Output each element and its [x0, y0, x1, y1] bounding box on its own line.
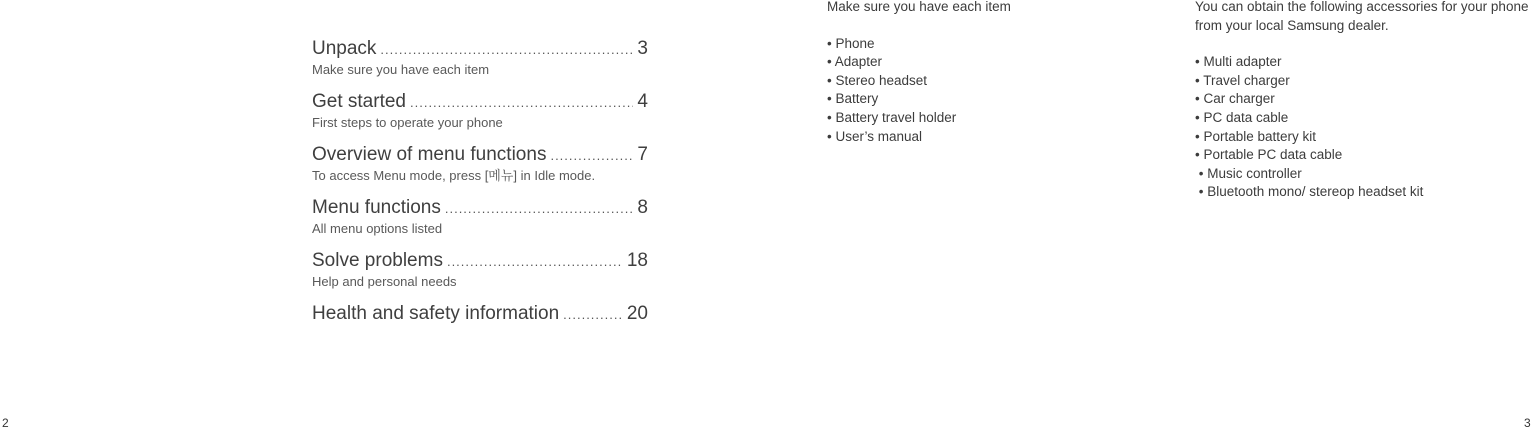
- toc-leader-dots: [445, 198, 634, 220]
- table-of-contents: [312, 38, 648, 339]
- list-item: • Battery: [827, 91, 879, 107]
- package-contents-column: [827, 0, 1157, 146]
- list-item: • Portable battery kit: [1195, 128, 1317, 144]
- toc-title: Menu functions: [312, 197, 441, 218]
- toc-subtitle: Make sure you have each item: [312, 62, 490, 77]
- toc-entry-get-started[interactable]: [312, 91, 648, 131]
- accessories-list: [1195, 53, 1534, 202]
- toc-leader-dots: [550, 145, 633, 167]
- toc-title: Solve problems: [312, 250, 443, 271]
- page-number-left: 2: [2, 416, 9, 430]
- toc-leader-dots: [563, 304, 623, 326]
- toc-leader-dots: [380, 39, 633, 61]
- toc-title: Health and safety information: [312, 303, 560, 324]
- toc-subtitle: First steps to operate your phone: [312, 115, 503, 130]
- list-item: • Music controller: [1195, 165, 1302, 181]
- toc-leader-dots: [447, 251, 623, 273]
- package-contents-intro: Make sure you have each item: [827, 0, 1011, 14]
- list-item: • Battery travel holder: [827, 109, 957, 125]
- toc-leader-dots: [410, 92, 633, 114]
- toc-entry-health-safety[interactable]: [312, 303, 648, 326]
- toc-entry-menu-functions[interactable]: [312, 197, 648, 237]
- list-item: • PC data cable: [1195, 109, 1289, 125]
- toc-subtitle: All menu options listed: [312, 221, 443, 236]
- list-item: • Stereo headset: [827, 72, 928, 88]
- list-item: • Phone: [827, 35, 875, 51]
- accessories-column: [1195, 0, 1534, 202]
- toc-page-number: 7: [637, 144, 648, 165]
- toc-page-number: 4: [637, 91, 648, 112]
- toc-page-number: 3: [637, 38, 648, 59]
- package-contents-list: [827, 35, 1157, 147]
- page-number-right: 3: [1524, 416, 1531, 430]
- toc-subtitle: Help and personal needs: [312, 274, 457, 289]
- toc-entry-solve-problems[interactable]: [312, 250, 648, 290]
- list-item: • Bluetooth mono/ stereop headset kit: [1195, 184, 1424, 200]
- toc-title: Get started: [312, 91, 406, 112]
- list-item: • User’s manual: [827, 128, 923, 144]
- toc-entry-unpack[interactable]: [312, 38, 648, 78]
- accessories-intro: You can obtain the following accessories for your phone from your local Samsung dealer.: [1195, 0, 1529, 33]
- toc-title: Overview of menu functions: [312, 144, 547, 165]
- list-item: • Multi adapter: [1195, 54, 1282, 70]
- list-item: • Travel charger: [1195, 72, 1290, 88]
- toc-title: Unpack: [312, 38, 377, 59]
- toc-page-number: 18: [626, 250, 648, 271]
- list-item: • Adapter: [827, 54, 883, 70]
- list-item: • Portable PC data cable: [1195, 147, 1343, 163]
- toc-entry-overview-menu-functions[interactable]: [312, 144, 648, 184]
- list-item: • Car charger: [1195, 91, 1275, 107]
- toc-subtitle: To access Menu mode, press [메뉴] in Idle mode.: [312, 168, 596, 183]
- toc-page-number: 20: [626, 303, 648, 324]
- toc-page-number: 8: [637, 197, 648, 218]
